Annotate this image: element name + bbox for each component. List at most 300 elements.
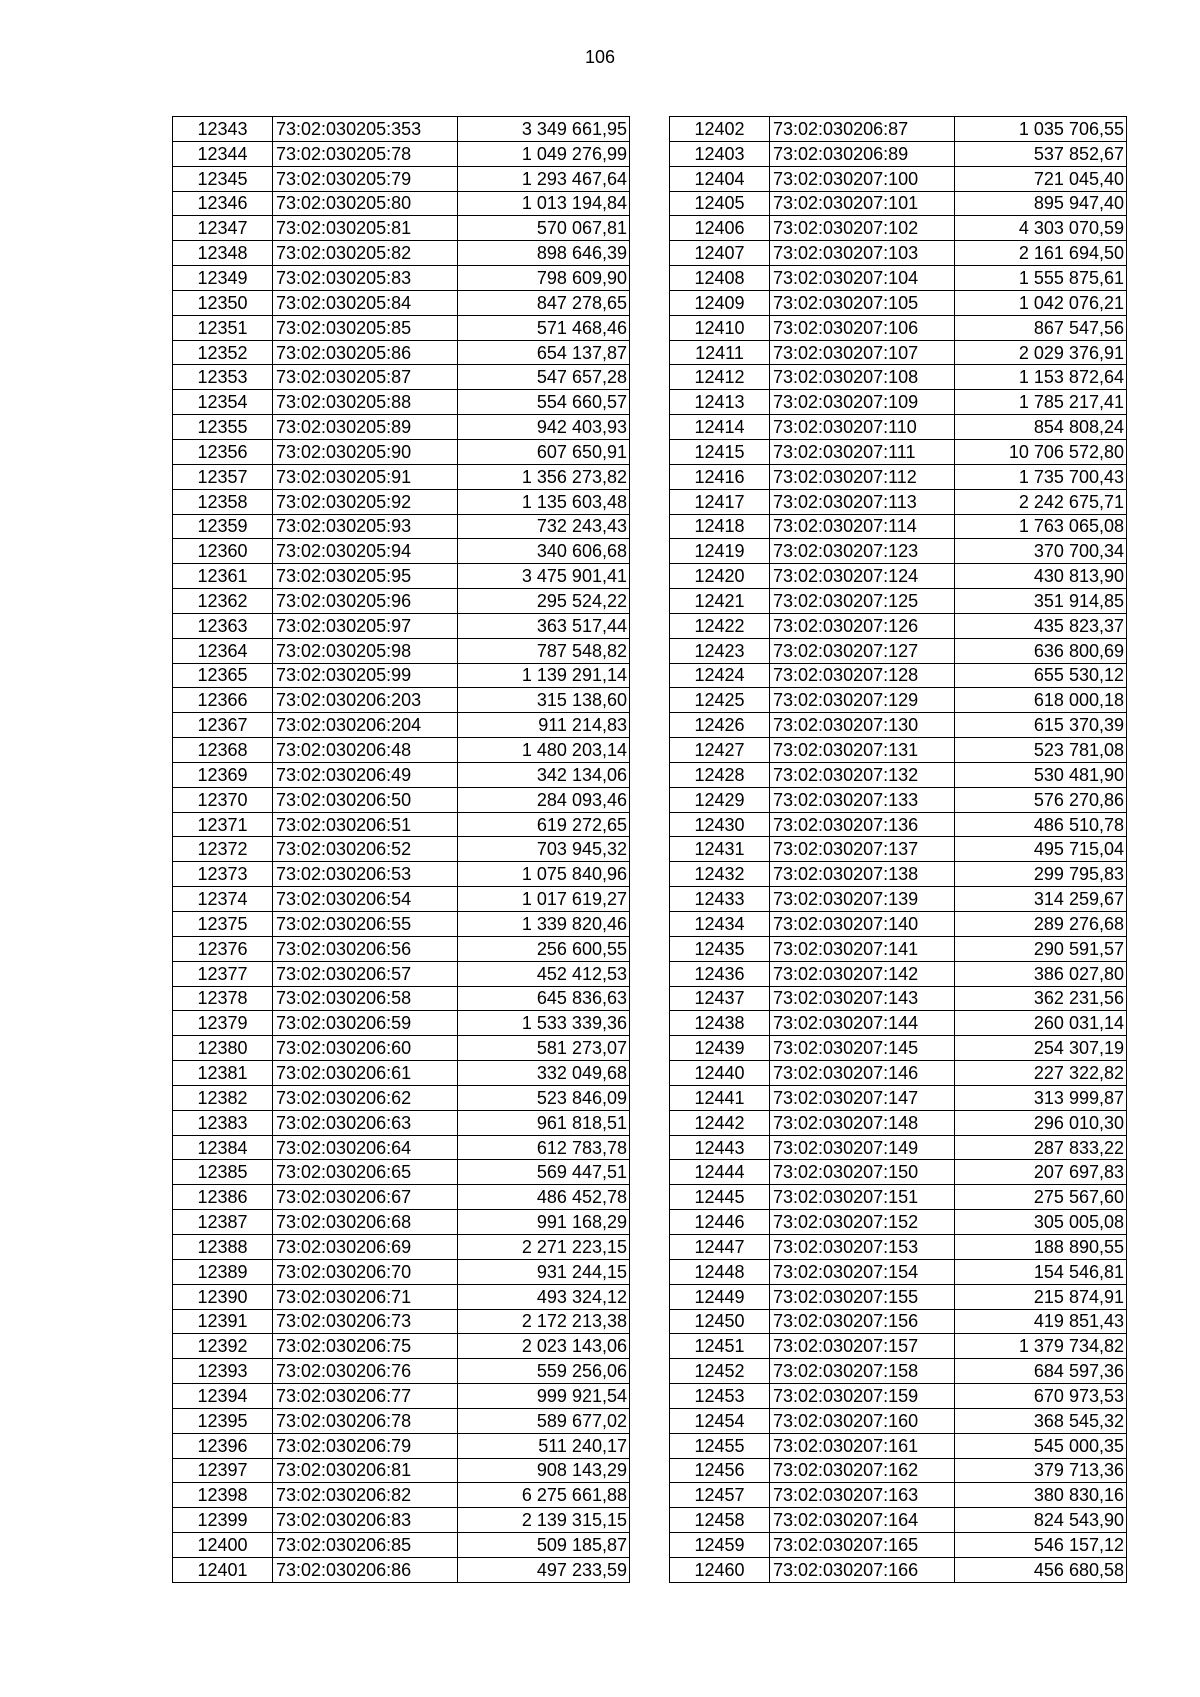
- right-table-body: [670, 117, 1127, 1583]
- table-row: [173, 141, 630, 166]
- row-number: 12400: [173, 1533, 273, 1558]
- cadastral-number: 73:02:030206:78: [273, 1408, 458, 1433]
- cadastral-value: 430 813,90: [955, 564, 1127, 589]
- table-row: [173, 216, 630, 241]
- table-row: [670, 539, 1127, 564]
- row-number: 12413: [670, 390, 770, 415]
- cadastral-value: 486 510,78: [955, 812, 1127, 837]
- table-row: [670, 166, 1127, 191]
- cadastral-number: 73:02:030207:162: [770, 1458, 955, 1483]
- row-number: 12377: [173, 961, 273, 986]
- table-row: [670, 589, 1127, 614]
- cadastral-value: 581 273,07: [458, 1036, 630, 1061]
- cadastral-value: 670 973,53: [955, 1384, 1127, 1409]
- cadastral-number: 73:02:030206:71: [273, 1284, 458, 1309]
- table-row: [173, 961, 630, 986]
- table-row: [173, 688, 630, 713]
- cadastral-number: 73:02:030207:124: [770, 564, 955, 589]
- cadastral-value: 379 713,36: [955, 1458, 1127, 1483]
- cadastral-number: 73:02:030206:69: [273, 1234, 458, 1259]
- row-number: 12343: [173, 117, 273, 142]
- right-table: [669, 116, 1127, 1583]
- row-number: 12444: [670, 1160, 770, 1185]
- cadastral-number: 73:02:030206:73: [273, 1309, 458, 1334]
- cadastral-number: 73:02:030207:136: [770, 812, 955, 837]
- table-row: [173, 1234, 630, 1259]
- cadastral-number: 73:02:030207:101: [770, 191, 955, 216]
- row-number: 12456: [670, 1458, 770, 1483]
- cadastral-value: 3 475 901,41: [458, 564, 630, 589]
- cadastral-value: 363 517,44: [458, 613, 630, 638]
- cadastral-number: 73:02:030205:97: [273, 613, 458, 638]
- cadastral-number: 73:02:030207:110: [770, 415, 955, 440]
- cadastral-number: 73:02:030205:86: [273, 340, 458, 365]
- cadastral-value: 386 027,80: [955, 961, 1127, 986]
- table-row: [670, 1259, 1127, 1284]
- table-row: [670, 1185, 1127, 1210]
- cadastral-value: 898 646,39: [458, 241, 630, 266]
- table-row: [670, 738, 1127, 763]
- cadastral-value: 342 134,06: [458, 762, 630, 787]
- row-number: 12349: [173, 266, 273, 291]
- cadastral-number: 73:02:030206:82: [273, 1483, 458, 1508]
- table-row: [670, 489, 1127, 514]
- cadastral-value: 296 010,30: [955, 1110, 1127, 1135]
- row-number: 12395: [173, 1408, 273, 1433]
- cadastral-number: 73:02:030207:152: [770, 1210, 955, 1235]
- table-row: [173, 315, 630, 340]
- row-number: 12387: [173, 1210, 273, 1235]
- table-row: [173, 812, 630, 837]
- cadastral-value: 645 836,63: [458, 986, 630, 1011]
- row-number: 12389: [173, 1259, 273, 1284]
- cadastral-value: 732 243,43: [458, 514, 630, 539]
- table-row: [173, 1085, 630, 1110]
- row-number: 12427: [670, 738, 770, 763]
- row-number: 12347: [173, 216, 273, 241]
- table-row: [670, 117, 1127, 142]
- row-number: 12414: [670, 415, 770, 440]
- cadastral-number: 73:02:030205:94: [273, 539, 458, 564]
- cadastral-value: 260 031,14: [955, 1011, 1127, 1036]
- table-row: [173, 241, 630, 266]
- cadastral-number: 73:02:030207:109: [770, 390, 955, 415]
- table-row: [173, 1433, 630, 1458]
- row-number: 12434: [670, 912, 770, 937]
- row-number: 12372: [173, 837, 273, 862]
- table-row: [670, 862, 1127, 887]
- cadastral-number: 73:02:030206:77: [273, 1384, 458, 1409]
- cadastral-value: 1 135 603,48: [458, 489, 630, 514]
- table-row: [670, 290, 1127, 315]
- row-number: 12381: [173, 1061, 273, 1086]
- cadastral-value: 1 035 706,55: [955, 117, 1127, 142]
- cadastral-number: 73:02:030206:52: [273, 837, 458, 862]
- cadastral-number: 73:02:030207:127: [770, 638, 955, 663]
- row-number: 12369: [173, 762, 273, 787]
- cadastral-number: 73:02:030207:158: [770, 1359, 955, 1384]
- cadastral-value: 188 890,55: [955, 1234, 1127, 1259]
- row-number: 12460: [670, 1557, 770, 1582]
- cadastral-value: 545 000,35: [955, 1433, 1127, 1458]
- table-row: [670, 812, 1127, 837]
- row-number: 12412: [670, 365, 770, 390]
- table-row: [173, 415, 630, 440]
- row-number: 12446: [670, 1210, 770, 1235]
- table-row: [670, 912, 1127, 937]
- cadastral-value: 654 137,87: [458, 340, 630, 365]
- row-number: 12392: [173, 1334, 273, 1359]
- cadastral-value: 576 270,86: [955, 787, 1127, 812]
- table-row: [173, 1334, 630, 1359]
- table-row: [173, 1110, 630, 1135]
- table-row: [173, 887, 630, 912]
- cadastral-value: 495 715,04: [955, 837, 1127, 862]
- cadastral-value: 1 339 820,46: [458, 912, 630, 937]
- cadastral-number: 73:02:030207:137: [770, 837, 955, 862]
- cadastral-value: 284 093,46: [458, 787, 630, 812]
- cadastral-number: 73:02:030207:103: [770, 241, 955, 266]
- cadastral-value: 1 480 203,14: [458, 738, 630, 763]
- table-row: [173, 390, 630, 415]
- cadastral-number: 73:02:030205:83: [273, 266, 458, 291]
- table-row: [173, 1036, 630, 1061]
- cadastral-number: 73:02:030207:111: [770, 439, 955, 464]
- row-number: 12457: [670, 1483, 770, 1508]
- table-row: [670, 1334, 1127, 1359]
- table-row: [670, 1234, 1127, 1259]
- row-number: 12445: [670, 1185, 770, 1210]
- table-row: [670, 961, 1127, 986]
- table-row: [670, 1061, 1127, 1086]
- row-number: 12422: [670, 613, 770, 638]
- table-row: [670, 1085, 1127, 1110]
- row-number: 12368: [173, 738, 273, 763]
- cadastral-value: 227 322,82: [955, 1061, 1127, 1086]
- cadastral-number: 73:02:030207:107: [770, 340, 955, 365]
- row-number: 12406: [670, 216, 770, 241]
- row-number: 12384: [173, 1135, 273, 1160]
- row-number: 12428: [670, 762, 770, 787]
- cadastral-value: 684 597,36: [955, 1359, 1127, 1384]
- table-row: [173, 1533, 630, 1558]
- cadastral-number: 73:02:030207:100: [770, 166, 955, 191]
- cadastral-number: 73:02:030206:75: [273, 1334, 458, 1359]
- cadastral-value: 703 945,32: [458, 837, 630, 862]
- row-number: 12355: [173, 415, 273, 440]
- table-row: [173, 986, 630, 1011]
- cadastral-number: 73:02:030207:147: [770, 1085, 955, 1110]
- cadastral-number: 73:02:030206:49: [273, 762, 458, 787]
- cadastral-number: 73:02:030206:56: [273, 936, 458, 961]
- row-number: 12438: [670, 1011, 770, 1036]
- row-number: 12415: [670, 439, 770, 464]
- cadastral-number: 73:02:030206:48: [273, 738, 458, 763]
- table-row: [670, 1210, 1127, 1235]
- row-number: 12420: [670, 564, 770, 589]
- cadastral-value: 511 240,17: [458, 1433, 630, 1458]
- cadastral-value: 154 546,81: [955, 1259, 1127, 1284]
- cadastral-value: 2 029 376,91: [955, 340, 1127, 365]
- cadastral-value: 1 763 065,08: [955, 514, 1127, 539]
- cadastral-value: 618 000,18: [955, 688, 1127, 713]
- cadastral-value: 2 271 223,15: [458, 1234, 630, 1259]
- cadastral-value: 612 783,78: [458, 1135, 630, 1160]
- cadastral-number: 73:02:030207:112: [770, 464, 955, 489]
- cadastral-value: 607 650,91: [458, 439, 630, 464]
- cadastral-value: 456 680,58: [955, 1557, 1127, 1582]
- cadastral-value: 299 795,83: [955, 862, 1127, 887]
- table-row: [670, 613, 1127, 638]
- cadastral-number: 73:02:030207:161: [770, 1433, 955, 1458]
- table-row: [173, 589, 630, 614]
- cadastral-number: 73:02:030205:95: [273, 564, 458, 589]
- cadastral-number: 73:02:030206:81: [273, 1458, 458, 1483]
- cadastral-number: 73:02:030205:353: [273, 117, 458, 142]
- cadastral-number: 73:02:030206:65: [273, 1160, 458, 1185]
- cadastral-value: 523 846,09: [458, 1085, 630, 1110]
- table-row: [173, 1061, 630, 1086]
- table-row: [670, 1408, 1127, 1433]
- row-number: 12359: [173, 514, 273, 539]
- row-number: 12405: [670, 191, 770, 216]
- cadastral-number: 73:02:030206:53: [273, 862, 458, 887]
- table-row: [173, 564, 630, 589]
- table-row: [670, 936, 1127, 961]
- cadastral-value: 2 023 143,06: [458, 1334, 630, 1359]
- row-number: 12386: [173, 1185, 273, 1210]
- cadastral-value: 332 049,68: [458, 1061, 630, 1086]
- cadastral-value: 1 139 291,14: [458, 663, 630, 688]
- cadastral-number: 73:02:030206:54: [273, 887, 458, 912]
- table-row: [173, 912, 630, 937]
- cadastral-number: 73:02:030207:108: [770, 365, 955, 390]
- cadastral-value: 295 524,22: [458, 589, 630, 614]
- row-number: 12385: [173, 1160, 273, 1185]
- cadastral-value: 486 452,78: [458, 1185, 630, 1210]
- table-row: [173, 787, 630, 812]
- row-number: 12440: [670, 1061, 770, 1086]
- row-number: 12376: [173, 936, 273, 961]
- cadastral-value: 554 660,57: [458, 390, 630, 415]
- row-number: 12435: [670, 936, 770, 961]
- table-row: [173, 638, 630, 663]
- row-number: 12375: [173, 912, 273, 937]
- table-row: [670, 787, 1127, 812]
- cadastral-number: 73:02:030205:89: [273, 415, 458, 440]
- table-row: [670, 464, 1127, 489]
- cadastral-number: 73:02:030207:144: [770, 1011, 955, 1036]
- cadastral-number: 73:02:030206:76: [273, 1359, 458, 1384]
- row-number: 12358: [173, 489, 273, 514]
- cadastral-value: 1 785 217,41: [955, 390, 1127, 415]
- table-row: [173, 613, 630, 638]
- cadastral-value: 380 830,16: [955, 1483, 1127, 1508]
- cadastral-value: 497 233,59: [458, 1557, 630, 1582]
- table-row: [173, 489, 630, 514]
- cadastral-value: 999 921,54: [458, 1384, 630, 1409]
- cadastral-number: 73:02:030206:83: [273, 1508, 458, 1533]
- cadastral-number: 73:02:030207:142: [770, 961, 955, 986]
- cadastral-number: 73:02:030206:67: [273, 1185, 458, 1210]
- cadastral-value: 435 823,37: [955, 613, 1127, 638]
- cadastral-number: 73:02:030207:154: [770, 1259, 955, 1284]
- table-row: [670, 415, 1127, 440]
- row-number: 12379: [173, 1011, 273, 1036]
- row-number: 12453: [670, 1384, 770, 1409]
- cadastral-number: 73:02:030207:155: [770, 1284, 955, 1309]
- cadastral-number: 73:02:030207:157: [770, 1334, 955, 1359]
- row-number: 12423: [670, 638, 770, 663]
- row-number: 12397: [173, 1458, 273, 1483]
- cadastral-value: 1 049 276,99: [458, 141, 630, 166]
- table-row: [670, 1533, 1127, 1558]
- cadastral-value: 569 447,51: [458, 1160, 630, 1185]
- table-row: [173, 663, 630, 688]
- cadastral-number: 73:02:030206:64: [273, 1135, 458, 1160]
- cadastral-value: 546 157,12: [955, 1533, 1127, 1558]
- cadastral-value: 4 303 070,59: [955, 216, 1127, 241]
- cadastral-number: 73:02:030205:91: [273, 464, 458, 489]
- cadastral-value: 721 045,40: [955, 166, 1127, 191]
- cadastral-number: 73:02:030206:55: [273, 912, 458, 937]
- cadastral-value: 1 555 875,61: [955, 266, 1127, 291]
- cadastral-number: 73:02:030206:203: [273, 688, 458, 713]
- row-number: 12448: [670, 1259, 770, 1284]
- table-row: [670, 315, 1127, 340]
- row-number: 12452: [670, 1359, 770, 1384]
- cadastral-number: 73:02:030206:89: [770, 141, 955, 166]
- table-row: [173, 290, 630, 315]
- row-number: 12374: [173, 887, 273, 912]
- table-row: [173, 1408, 630, 1433]
- cadastral-number: 73:02:030205:82: [273, 241, 458, 266]
- row-number: 12399: [173, 1508, 273, 1533]
- cadastral-number: 73:02:030206:51: [273, 812, 458, 837]
- cadastral-value: 289 276,68: [955, 912, 1127, 937]
- table-row: [670, 1359, 1127, 1384]
- row-number: 12437: [670, 986, 770, 1011]
- cadastral-value: 824 543,90: [955, 1508, 1127, 1533]
- row-number: 12416: [670, 464, 770, 489]
- row-number: 12418: [670, 514, 770, 539]
- cadastral-value: 530 481,90: [955, 762, 1127, 787]
- cadastral-value: 370 700,34: [955, 539, 1127, 564]
- cadastral-value: 2 242 675,71: [955, 489, 1127, 514]
- row-number: 12350: [173, 290, 273, 315]
- row-number: 12344: [173, 141, 273, 166]
- row-number: 12365: [173, 663, 273, 688]
- table-row: [670, 216, 1127, 241]
- table-row: [670, 1160, 1127, 1185]
- row-number: 12354: [173, 390, 273, 415]
- cadastral-value: 570 067,81: [458, 216, 630, 241]
- cadastral-number: 73:02:030206:87: [770, 117, 955, 142]
- row-number: 12378: [173, 986, 273, 1011]
- row-number: 12391: [173, 1309, 273, 1334]
- table-row: [173, 1508, 630, 1533]
- row-number: 12436: [670, 961, 770, 986]
- table-row: [173, 713, 630, 738]
- cadastral-number: 73:02:030207:140: [770, 912, 955, 937]
- cadastral-number: 73:02:030206:204: [273, 713, 458, 738]
- cadastral-value: 509 185,87: [458, 1533, 630, 1558]
- cadastral-number: 73:02:030205:85: [273, 315, 458, 340]
- table-row: [670, 1135, 1127, 1160]
- cadastral-number: 73:02:030205:92: [273, 489, 458, 514]
- row-number: 12411: [670, 340, 770, 365]
- cadastral-value: 215 874,91: [955, 1284, 1127, 1309]
- cadastral-number: 73:02:030205:96: [273, 589, 458, 614]
- cadastral-value: 1 293 467,64: [458, 166, 630, 191]
- cadastral-value: 1 075 840,96: [458, 862, 630, 887]
- row-number: 12425: [670, 688, 770, 713]
- cadastral-number: 73:02:030207:129: [770, 688, 955, 713]
- table-row: [670, 514, 1127, 539]
- cadastral-value: 340 606,68: [458, 539, 630, 564]
- row-number: 12370: [173, 787, 273, 812]
- table-row: [670, 663, 1127, 688]
- cadastral-number: 73:02:030207:153: [770, 1234, 955, 1259]
- row-number: 12346: [173, 191, 273, 216]
- cadastral-number: 73:02:030206:62: [273, 1085, 458, 1110]
- row-number: 12363: [173, 613, 273, 638]
- table-row: [670, 837, 1127, 862]
- row-number: 12431: [670, 837, 770, 862]
- cadastral-number: 73:02:030206:57: [273, 961, 458, 986]
- cadastral-value: 908 143,29: [458, 1458, 630, 1483]
- row-number: 12433: [670, 887, 770, 912]
- table-row: [173, 1259, 630, 1284]
- table-row: [173, 266, 630, 291]
- table-row: [173, 762, 630, 787]
- row-number: 12353: [173, 365, 273, 390]
- table-row: [173, 539, 630, 564]
- cadastral-number: 73:02:030206:70: [273, 1259, 458, 1284]
- cadastral-value: 571 468,46: [458, 315, 630, 340]
- cadastral-number: 73:02:030205:90: [273, 439, 458, 464]
- cadastral-value: 547 657,28: [458, 365, 630, 390]
- cadastral-number: 73:02:030207:146: [770, 1061, 955, 1086]
- cadastral-number: 73:02:030207:102: [770, 216, 955, 241]
- cadastral-number: 73:02:030207:113: [770, 489, 955, 514]
- cadastral-number: 73:02:030205:80: [273, 191, 458, 216]
- row-number: 12458: [670, 1508, 770, 1533]
- row-number: 12361: [173, 564, 273, 589]
- cadastral-value: 493 324,12: [458, 1284, 630, 1309]
- page-number: 106: [584, 47, 616, 67]
- table-row: [670, 1458, 1127, 1483]
- table-row: [670, 638, 1127, 663]
- cadastral-value: 636 800,69: [955, 638, 1127, 663]
- cadastral-number: 73:02:030207:151: [770, 1185, 955, 1210]
- cadastral-value: 2 161 694,50: [955, 241, 1127, 266]
- table-row: [173, 1210, 630, 1235]
- cadastral-value: 847 278,65: [458, 290, 630, 315]
- table-row: [670, 713, 1127, 738]
- row-number: 12451: [670, 1334, 770, 1359]
- cadastral-number: 73:02:030206:85: [273, 1533, 458, 1558]
- row-number: 12345: [173, 166, 273, 191]
- cadastral-number: 73:02:030207:126: [770, 613, 955, 638]
- table-row: [173, 117, 630, 142]
- cadastral-value: 1 735 700,43: [955, 464, 1127, 489]
- cadastral-value: 1 153 872,64: [955, 365, 1127, 390]
- table-row: [670, 1433, 1127, 1458]
- cadastral-number: 73:02:030205:98: [273, 638, 458, 663]
- row-number: 12443: [670, 1135, 770, 1160]
- cadastral-number: 73:02:030207:133: [770, 787, 955, 812]
